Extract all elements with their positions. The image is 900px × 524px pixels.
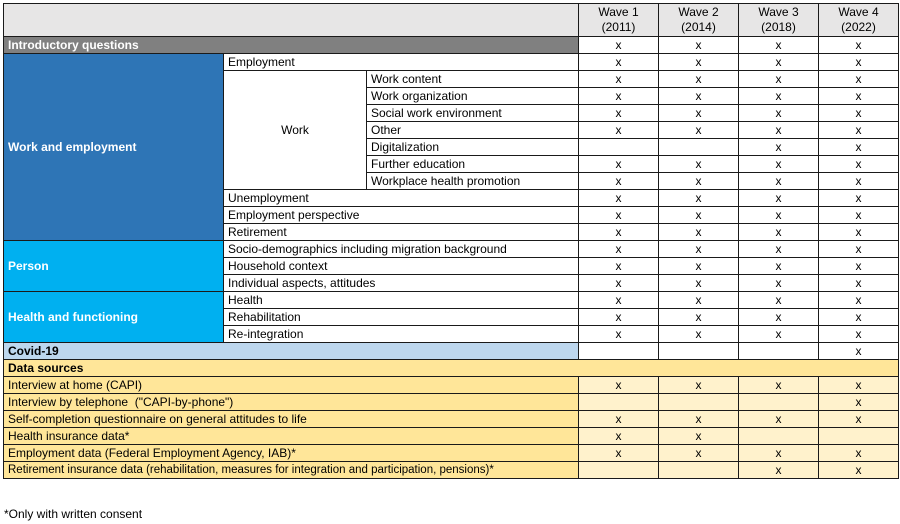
- row-label: Rehabilitation: [224, 309, 579, 326]
- mark-cell: x: [739, 309, 819, 326]
- row-label: Further education: [367, 156, 579, 173]
- mark-cell: x: [819, 105, 899, 122]
- row-label: Interview by telephone ("CAPI-by-phone"): [4, 394, 579, 411]
- mark-cell: x: [819, 275, 899, 292]
- mark-cell: x: [579, 207, 659, 224]
- mark-cell: x: [739, 275, 819, 292]
- mark-cell: x: [579, 88, 659, 105]
- mark-cell: x: [659, 275, 739, 292]
- intro-row: [4, 37, 899, 54]
- row-label: Household context: [224, 258, 579, 275]
- mark-cell: x: [659, 156, 739, 173]
- mark-cell: x: [739, 207, 819, 224]
- mark-cell: x: [659, 190, 739, 207]
- mark-cell: x: [819, 411, 899, 428]
- wave-3-header: [739, 4, 819, 37]
- mark-cell: x: [579, 377, 659, 394]
- mark-cell: x: [659, 377, 739, 394]
- mark-cell: x: [739, 37, 819, 54]
- mark-cell: [659, 394, 739, 411]
- row-label: Digitalization: [367, 139, 579, 156]
- mark-cell: x: [659, 292, 739, 309]
- table-row: [4, 428, 899, 445]
- mark-cell: x: [819, 309, 899, 326]
- wave-4-name: Wave 4: [838, 5, 879, 19]
- wave-3-year: (2018): [761, 20, 796, 34]
- mark-cell: x: [819, 394, 899, 411]
- mark-cell: x: [659, 207, 739, 224]
- mark-cell: x: [659, 122, 739, 139]
- mark-cell: x: [659, 241, 739, 258]
- mark-cell: [579, 394, 659, 411]
- mark-cell: x: [819, 122, 899, 139]
- wave-2-header: [659, 4, 739, 37]
- mark-cell: x: [579, 105, 659, 122]
- row-label: Re-integration: [224, 326, 579, 343]
- mark-cell: x: [819, 343, 899, 360]
- mark-cell: x: [579, 292, 659, 309]
- mark-cell: x: [819, 462, 899, 479]
- mark-cell: [739, 343, 819, 360]
- mark-cell: x: [739, 377, 819, 394]
- table-row: [4, 54, 899, 71]
- mark-cell: x: [819, 326, 899, 343]
- mark-cell: x: [659, 224, 739, 241]
- mark-cell: x: [739, 88, 819, 105]
- mark-cell: x: [579, 428, 659, 445]
- mark-cell: x: [659, 173, 739, 190]
- row-label: Health insurance data*: [4, 428, 579, 445]
- intro-label: Introductory questions: [4, 37, 579, 54]
- mark-cell: [659, 343, 739, 360]
- mark-cell: x: [579, 190, 659, 207]
- mark-cell: x: [579, 54, 659, 71]
- mark-cell: x: [819, 224, 899, 241]
- mark-cell: x: [739, 173, 819, 190]
- work-employment-label: Work and employment: [4, 54, 224, 241]
- mark-cell: x: [579, 156, 659, 173]
- table-row: [4, 445, 899, 462]
- covid-row: [4, 343, 899, 360]
- row-label: Unemployment: [224, 190, 579, 207]
- mark-cell: x: [819, 54, 899, 71]
- mark-cell: x: [659, 428, 739, 445]
- row-label: Individual aspects, attitudes: [224, 275, 579, 292]
- mark-cell: x: [659, 37, 739, 54]
- survey-content-table: [3, 3, 899, 479]
- wave-1-name: Wave 1: [598, 5, 639, 19]
- wave-2-year: (2014): [681, 20, 716, 34]
- mark-cell: x: [819, 207, 899, 224]
- mark-cell: x: [739, 105, 819, 122]
- mark-cell: [659, 462, 739, 479]
- mark-cell: x: [659, 71, 739, 88]
- mark-cell: x: [819, 292, 899, 309]
- row-label: Work organization: [367, 88, 579, 105]
- mark-cell: x: [659, 258, 739, 275]
- wave-4-header: [819, 4, 899, 37]
- row-label: Health: [224, 292, 579, 309]
- mark-cell: [739, 394, 819, 411]
- mark-cell: x: [579, 326, 659, 343]
- mark-cell: x: [739, 258, 819, 275]
- mark-cell: x: [659, 309, 739, 326]
- mark-cell: x: [739, 462, 819, 479]
- table-row: [4, 241, 899, 258]
- row-label: Interview at home (CAPI): [4, 377, 579, 394]
- mark-cell: x: [739, 190, 819, 207]
- row-label: Retirement: [224, 224, 579, 241]
- work-group-label: Work: [224, 71, 367, 190]
- mark-cell: x: [579, 122, 659, 139]
- mark-cell: x: [819, 37, 899, 54]
- mark-cell: x: [739, 156, 819, 173]
- table-row: [4, 377, 899, 394]
- mark-cell: x: [819, 258, 899, 275]
- table-row: [4, 411, 899, 428]
- mark-cell: x: [579, 411, 659, 428]
- mark-cell: x: [579, 241, 659, 258]
- wave-3-name: Wave 3: [758, 5, 799, 19]
- wave-4-year: (2022): [841, 20, 876, 34]
- data-sources-label: Data sources: [4, 360, 899, 377]
- footnote: *Only with written consent: [4, 507, 143, 521]
- mark-cell: x: [659, 105, 739, 122]
- mark-cell: x: [739, 122, 819, 139]
- mark-cell: [819, 428, 899, 445]
- mark-cell: x: [819, 71, 899, 88]
- mark-cell: x: [579, 309, 659, 326]
- row-label: Employment data (Federal Employment Agency, IAB)*: [4, 445, 579, 462]
- mark-cell: x: [579, 275, 659, 292]
- wave-1-header: [579, 4, 659, 37]
- row-label: Other: [367, 122, 579, 139]
- mark-cell: x: [579, 258, 659, 275]
- row-label: Workplace health promotion: [367, 173, 579, 190]
- mark-cell: x: [739, 241, 819, 258]
- mark-cell: [579, 343, 659, 360]
- data-sources-header-row: [4, 360, 899, 377]
- mark-cell: x: [739, 224, 819, 241]
- table-row: [4, 292, 899, 309]
- row-label: Work content: [367, 71, 579, 88]
- table-row: [4, 462, 899, 479]
- mark-cell: x: [739, 411, 819, 428]
- mark-cell: [659, 139, 739, 156]
- mark-cell: x: [659, 326, 739, 343]
- mark-cell: x: [739, 54, 819, 71]
- mark-cell: x: [659, 445, 739, 462]
- mark-cell: x: [659, 88, 739, 105]
- mark-cell: x: [819, 173, 899, 190]
- mark-cell: x: [819, 139, 899, 156]
- covid-label: Covid-19: [4, 343, 579, 360]
- health-functioning-label: Health and functioning: [4, 292, 224, 343]
- row-label: Employment perspective: [224, 207, 579, 224]
- mark-cell: x: [579, 224, 659, 241]
- mark-cell: x: [739, 71, 819, 88]
- mark-cell: x: [579, 71, 659, 88]
- row-label: Employment: [224, 54, 579, 71]
- row-label: Socio-demographics including migration background: [224, 241, 579, 258]
- header-blank-cell: [4, 4, 579, 37]
- header-row: [4, 4, 899, 37]
- person-label: Person: [4, 241, 224, 292]
- mark-cell: x: [819, 156, 899, 173]
- row-label: Retirement insurance data (rehabilitation, measures for integration and participation, pensions)*: [4, 462, 579, 479]
- table-row: [4, 394, 899, 411]
- wave-2-name: Wave 2: [678, 5, 719, 19]
- mark-cell: [579, 462, 659, 479]
- mark-cell: x: [819, 377, 899, 394]
- mark-cell: x: [659, 411, 739, 428]
- mark-cell: x: [739, 445, 819, 462]
- row-label: Social work environment: [367, 105, 579, 122]
- mark-cell: x: [579, 445, 659, 462]
- mark-cell: x: [739, 139, 819, 156]
- mark-cell: x: [819, 445, 899, 462]
- mark-cell: x: [579, 173, 659, 190]
- mark-cell: x: [819, 241, 899, 258]
- row-label: Self-completion questionnaire on general attitudes to life: [4, 411, 579, 428]
- mark-cell: x: [819, 88, 899, 105]
- mark-cell: [739, 428, 819, 445]
- mark-cell: [579, 139, 659, 156]
- mark-cell: x: [579, 37, 659, 54]
- wave-1-year: (2011): [601, 20, 636, 34]
- mark-cell: x: [819, 190, 899, 207]
- mark-cell: x: [739, 292, 819, 309]
- mark-cell: x: [739, 326, 819, 343]
- mark-cell: x: [659, 54, 739, 71]
